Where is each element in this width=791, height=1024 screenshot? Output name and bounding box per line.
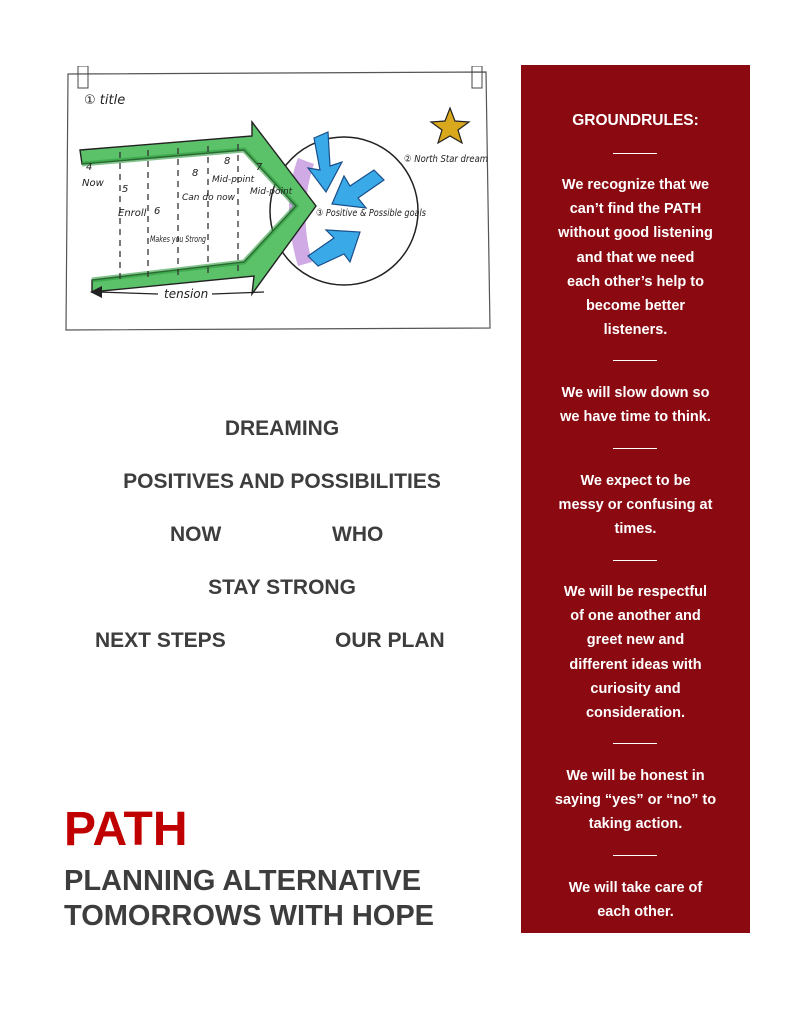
rule-line: we have time to think. [560, 409, 711, 426]
diagram-title-label: ① title [84, 93, 126, 108]
groundrules-divider [613, 855, 657, 856]
step-label-strong: Makes you Strong [150, 235, 207, 245]
rule-line: become better [585, 298, 686, 315]
step-num-mid-1: 8 [224, 156, 231, 167]
rule-line: taking action. [588, 816, 683, 833]
rule-line: greet new and [586, 632, 685, 649]
step-label-mid-1: Mid-point [212, 175, 255, 185]
groundrule-messy [521, 469, 750, 542]
topic-positives: POSITIVES AND POSSIBILITIES [123, 470, 441, 493]
topic-our-plan: OUR PLAN [335, 629, 445, 652]
rule-line: without good listening [558, 225, 713, 242]
groundrules-heading: GROUNDRULES: [572, 112, 699, 129]
groundrule-care [521, 876, 750, 924]
rule-line: We will take care of [568, 880, 703, 896]
rule-line: and that we need [576, 249, 695, 266]
rule-line: curiosity and [590, 680, 681, 697]
step-num-now: 4 [86, 162, 93, 173]
groundrules-panel [521, 65, 750, 933]
step-num-mid-2: 7 [256, 162, 263, 173]
rule-line: We will be respectful [563, 584, 708, 600]
rule-line: We expect to be [580, 473, 691, 489]
step-label-can-do: Can do now [182, 193, 236, 203]
rule-line: We recognize that we [561, 177, 710, 193]
groundrule-respectful [521, 580, 750, 725]
rule-line: can’t find the PATH [569, 201, 702, 218]
path-diagram-svg [62, 66, 494, 334]
groundrule-listening [521, 173, 750, 342]
topic-who: WHO [332, 523, 384, 546]
topic-row-now-who [62, 520, 502, 550]
topic-next-steps: NEXT STEPS [95, 629, 226, 652]
step-label-enroll: Enroll [118, 208, 147, 219]
rule-line: consideration. [585, 705, 686, 722]
topic-dreaming: DREAMING [224, 417, 340, 440]
step-num-enroll: 5 [122, 184, 129, 195]
path-title: PATH [64, 803, 188, 856]
positive-goals-label: ③ Positive & Possible goals [316, 208, 426, 219]
rule-line: times. [614, 521, 657, 538]
path-subtitle [64, 864, 434, 934]
path-diagram [62, 66, 494, 334]
tension-label: tension [164, 287, 209, 301]
north-star-label: ② North Star dream [404, 154, 489, 165]
groundrule-honest [521, 764, 750, 837]
groundrules-divider [613, 360, 657, 361]
path-subtitle-line-2: TOMORROWS WITH HOPE [64, 900, 435, 932]
rule-line: We will be honest in [566, 768, 705, 784]
groundrules-divider [613, 153, 657, 154]
rule-line: saying “yes” or “no” to [554, 792, 717, 809]
rule-line: each other’s help to [567, 273, 704, 290]
topic-stay-strong: STAY STRONG [208, 576, 356, 599]
rule-line: different ideas with [569, 656, 702, 673]
groundrules-divider [613, 448, 657, 449]
path-subtitle-line-1: PLANNING ALTERNATIVE [64, 865, 422, 897]
rule-line: We will slow down so [561, 385, 710, 401]
step-num-strong: 6 [154, 206, 161, 217]
groundrule-slow-down [521, 381, 750, 429]
groundrules-divider [613, 743, 657, 744]
step-label-mid-2: Mid-point [250, 187, 293, 197]
rule-line: messy or confusing at [558, 497, 713, 514]
rule-line: listeners. [603, 322, 668, 339]
step-label-now: Now [82, 178, 104, 189]
step-num-can-do: 8 [192, 168, 199, 179]
groundrules-divider [613, 560, 657, 561]
topic-row-next-plan [62, 626, 502, 656]
rule-line: each other. [597, 904, 674, 921]
rule-line: of one another and [570, 608, 701, 625]
topic-now: NOW [170, 523, 222, 546]
